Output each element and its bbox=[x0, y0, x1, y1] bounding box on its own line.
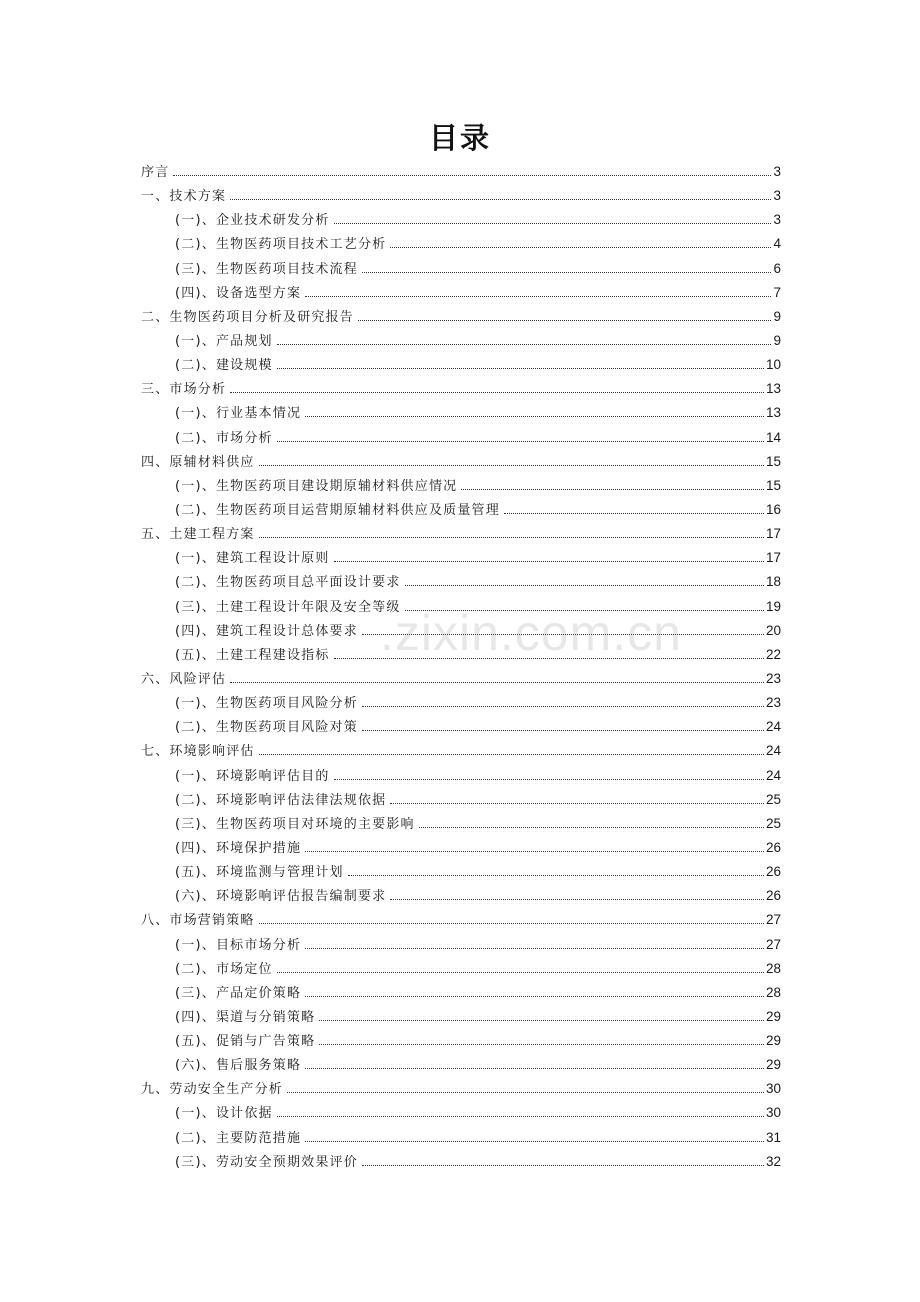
toc-entry-title: (四)、设备选型方案 bbox=[175, 285, 302, 301]
toc-entry-title: (二)、生物医药项目总平面设计要求 bbox=[175, 575, 401, 591]
dot-leader bbox=[305, 416, 764, 417]
toc-page-number: 30 bbox=[765, 1081, 781, 1097]
dot-leader bbox=[334, 561, 764, 562]
toc-entry-title: (一)、生物医药项目风险分析 bbox=[175, 696, 358, 712]
toc-entry-title: (一)、行业基本情况 bbox=[175, 406, 302, 422]
toc-section-entry[interactable] bbox=[141, 329, 781, 353]
toc-section-entry[interactable] bbox=[141, 257, 781, 281]
toc-entry-title: (二)、生物医药项目风险对策 bbox=[175, 720, 358, 736]
toc-page-number: 17 bbox=[765, 550, 781, 566]
dot-leader bbox=[277, 344, 772, 345]
toc-chapter-entry[interactable] bbox=[141, 160, 781, 184]
dot-leader bbox=[259, 465, 764, 466]
toc-section-entry[interactable] bbox=[141, 1029, 781, 1053]
dot-leader bbox=[362, 706, 764, 707]
toc-entry-title: (二)、市场定位 bbox=[175, 961, 273, 977]
toc-page-number: 9 bbox=[773, 332, 781, 348]
dot-leader bbox=[173, 175, 771, 176]
toc-section-entry[interactable] bbox=[141, 208, 781, 232]
toc-page-number: 28 bbox=[765, 960, 781, 976]
toc-section-entry[interactable] bbox=[141, 474, 781, 498]
toc-section-entry[interactable] bbox=[141, 1053, 781, 1077]
toc-entry-title: (一)、环境影响评估目的 bbox=[175, 768, 330, 784]
toc-section-entry[interactable] bbox=[141, 570, 781, 594]
toc-entry-title: (一)、建筑工程设计原则 bbox=[175, 551, 330, 567]
toc-page-number: 27 bbox=[765, 936, 781, 952]
toc-page-number: 3 bbox=[773, 164, 781, 179]
toc-entry-title: (六)、售后服务策略 bbox=[175, 1058, 302, 1074]
toc-page-number: 24 bbox=[765, 719, 781, 735]
toc-page-number: 19 bbox=[765, 598, 781, 614]
toc-page-number: 23 bbox=[765, 695, 781, 711]
toc-page-number: 29 bbox=[765, 1057, 781, 1073]
toc-chapter-entry[interactable] bbox=[141, 377, 781, 401]
table-of-contents bbox=[141, 160, 781, 1174]
toc-entry-title: (三)、生物医药项目对环境的主要影响 bbox=[175, 816, 415, 832]
toc-chapter-entry[interactable] bbox=[141, 522, 781, 546]
toc-page-number: 24 bbox=[765, 743, 781, 759]
toc-entry-title: (四)、渠道与分销策略 bbox=[175, 1009, 316, 1025]
toc-page-number: 22 bbox=[765, 646, 781, 662]
toc-page-number: 17 bbox=[765, 526, 781, 542]
toc-entry-title: (一)、设计依据 bbox=[175, 1106, 273, 1122]
dot-leader bbox=[419, 827, 764, 828]
dot-leader bbox=[358, 320, 771, 321]
dot-leader bbox=[362, 634, 764, 635]
toc-page-number: 25 bbox=[765, 791, 781, 807]
dot-leader bbox=[461, 489, 764, 490]
toc-section-entry[interactable] bbox=[141, 619, 781, 643]
dot-leader bbox=[319, 1020, 764, 1021]
toc-chapter-entry[interactable] bbox=[141, 1077, 781, 1101]
toc-entry-title: (六)、环境影响评估报告编制要求 bbox=[175, 889, 387, 905]
toc-section-entry[interactable] bbox=[141, 401, 781, 425]
toc-page-number: 30 bbox=[765, 1105, 781, 1121]
toc-section-entry[interactable] bbox=[141, 498, 781, 522]
toc-entry-title: (五)、土建工程建设指标 bbox=[175, 647, 330, 663]
toc-section-entry[interactable] bbox=[141, 1126, 781, 1150]
toc-section-entry[interactable] bbox=[141, 860, 781, 884]
toc-entry-title: (一)、生物医药项目建设期原辅材料供应情况 bbox=[175, 478, 458, 494]
dot-leader bbox=[305, 851, 764, 852]
dot-leader bbox=[305, 996, 764, 997]
toc-page-number: 25 bbox=[765, 815, 781, 831]
toc-section-entry[interactable] bbox=[141, 1005, 781, 1029]
toc-entry-title: (五)、促销与广告策略 bbox=[175, 1034, 316, 1050]
dot-leader bbox=[277, 972, 764, 973]
toc-entry-title: 五、土建工程方案 bbox=[141, 527, 255, 543]
dot-leader bbox=[305, 1141, 764, 1142]
toc-page-number: 4 bbox=[773, 236, 781, 252]
toc-page-number: 24 bbox=[765, 767, 781, 783]
dot-leader bbox=[362, 272, 772, 273]
toc-entry-title: 七、环境影响评估 bbox=[141, 744, 255, 760]
toc-section-entry[interactable] bbox=[141, 933, 781, 957]
toc-page-number: 23 bbox=[765, 670, 781, 686]
dot-leader bbox=[390, 247, 771, 248]
toc-page-number: 13 bbox=[765, 405, 781, 421]
dot-leader bbox=[334, 223, 772, 224]
toc-page-number: 3 bbox=[773, 188, 781, 204]
toc-page-number: 10 bbox=[765, 357, 781, 373]
toc-chapter-entry[interactable] bbox=[141, 667, 781, 691]
toc-entry-title: (二)、生物医药项目运营期原辅材料供应及质量管理 bbox=[175, 502, 500, 518]
dot-leader bbox=[390, 803, 764, 804]
toc-page-number: 6 bbox=[773, 260, 781, 276]
toc-chapter-entry[interactable] bbox=[141, 908, 781, 932]
toc-entry-title: 八、市场营销策略 bbox=[141, 913, 255, 929]
toc-section-entry[interactable] bbox=[141, 788, 781, 812]
toc-entry-title: (一)、产品规划 bbox=[175, 333, 273, 349]
dot-leader bbox=[305, 1068, 764, 1069]
toc-page-number: 32 bbox=[765, 1153, 781, 1169]
toc-page-number: 27 bbox=[765, 912, 781, 928]
dot-leader bbox=[277, 368, 764, 369]
toc-entry-title: (三)、劳动安全预期效果评价 bbox=[175, 1154, 358, 1170]
dot-leader bbox=[334, 779, 764, 780]
toc-entry-title: 九、劳动安全生产分析 bbox=[141, 1082, 284, 1098]
dot-leader bbox=[405, 585, 764, 586]
toc-entry-title: (三)、土建工程设计年限及安全等级 bbox=[175, 599, 401, 615]
toc-section-entry[interactable] bbox=[141, 1150, 781, 1174]
dot-leader bbox=[259, 923, 764, 924]
dot-leader bbox=[305, 296, 771, 297]
toc-entry-title: 一、技术方案 bbox=[141, 189, 227, 205]
toc-section-entry[interactable] bbox=[141, 595, 781, 619]
toc-entry-title: (三)、产品定价策略 bbox=[175, 985, 302, 1001]
page-title: 目录 bbox=[428, 121, 491, 155]
toc-section-entry[interactable] bbox=[141, 1101, 781, 1125]
toc-section-entry[interactable] bbox=[141, 232, 781, 256]
toc-page-number: 29 bbox=[765, 1033, 781, 1049]
toc-entry-title: 六、风险评估 bbox=[141, 671, 227, 687]
dot-leader bbox=[277, 441, 764, 442]
toc-entry-title: (二)、主要防范措施 bbox=[175, 1130, 302, 1146]
toc-page-number: 26 bbox=[765, 839, 781, 855]
toc-entry-title: (四)、建筑工程设计总体要求 bbox=[175, 623, 358, 639]
dot-leader bbox=[390, 899, 764, 900]
toc-section-entry[interactable] bbox=[141, 281, 781, 305]
dot-leader bbox=[334, 658, 764, 659]
toc-section-entry[interactable] bbox=[141, 812, 781, 836]
toc-page-number: 3 bbox=[773, 212, 781, 228]
dot-leader bbox=[230, 392, 764, 393]
toc-chapter-entry[interactable] bbox=[141, 739, 781, 763]
toc-page-number: 20 bbox=[765, 622, 781, 638]
dot-leader bbox=[277, 1116, 764, 1117]
toc-section-entry[interactable] bbox=[141, 764, 781, 788]
toc-entry-title: (一)、企业技术研发分析 bbox=[175, 213, 330, 229]
dot-leader bbox=[319, 1044, 764, 1045]
toc-entry-title: (三)、生物医药项目技术流程 bbox=[175, 261, 358, 277]
dot-leader bbox=[259, 754, 764, 755]
toc-entry-title: (二)、建设规模 bbox=[175, 358, 273, 374]
toc-entry-title: (四)、环境保护措施 bbox=[175, 840, 302, 856]
toc-page-number: 18 bbox=[765, 574, 781, 590]
toc-chapter-entry[interactable] bbox=[141, 184, 781, 208]
toc-page-number: 15 bbox=[765, 477, 781, 493]
toc-page-number: 15 bbox=[765, 453, 781, 469]
toc-entry-title: (五)、环境监测与管理计划 bbox=[175, 865, 344, 881]
toc-entry-title: 二、生物医药项目分析及研究报告 bbox=[141, 309, 355, 325]
dot-leader bbox=[305, 948, 764, 949]
toc-page-number: 28 bbox=[765, 984, 781, 1000]
toc-page-number: 29 bbox=[765, 1008, 781, 1024]
toc-entry-title: (二)、生物医药项目技术工艺分析 bbox=[175, 237, 387, 253]
toc-page-number: 16 bbox=[765, 501, 781, 517]
dot-leader bbox=[348, 875, 764, 876]
toc-entry-title: (一)、目标市场分析 bbox=[175, 937, 302, 953]
toc-section-entry[interactable] bbox=[141, 715, 781, 739]
toc-section-entry[interactable] bbox=[141, 643, 781, 667]
toc-page-number: 31 bbox=[765, 1129, 781, 1145]
toc-entry-title: 序言 bbox=[141, 165, 170, 180]
dot-leader bbox=[362, 1165, 764, 1166]
dot-leader bbox=[287, 1092, 764, 1093]
toc-section-entry[interactable] bbox=[141, 957, 781, 981]
dot-leader bbox=[405, 610, 764, 611]
dot-leader bbox=[362, 730, 764, 731]
toc-chapter-entry[interactable] bbox=[141, 305, 781, 329]
toc-section-entry[interactable] bbox=[141, 884, 781, 908]
toc-section-entry[interactable] bbox=[141, 426, 781, 450]
dot-leader bbox=[230, 682, 764, 683]
toc-page-number: 13 bbox=[765, 381, 781, 397]
toc-page-number: 7 bbox=[773, 284, 781, 300]
toc-section-entry[interactable] bbox=[141, 981, 781, 1005]
toc-entry-title: (二)、市场分析 bbox=[175, 430, 273, 446]
toc-entry-title: (二)、环境影响评估法律法规依据 bbox=[175, 792, 387, 808]
dot-leader bbox=[504, 513, 764, 514]
toc-page-number: 14 bbox=[765, 429, 781, 445]
dot-leader bbox=[230, 199, 771, 200]
toc-page-number: 26 bbox=[765, 864, 781, 880]
toc-section-entry[interactable] bbox=[141, 353, 781, 377]
toc-section-entry[interactable] bbox=[141, 836, 781, 860]
toc-page-number: 9 bbox=[773, 308, 781, 324]
dot-leader bbox=[259, 537, 764, 538]
toc-chapter-entry[interactable] bbox=[141, 450, 781, 474]
toc-section-entry[interactable] bbox=[141, 546, 781, 570]
toc-entry-title: 四、原辅材料供应 bbox=[141, 454, 255, 470]
toc-page-number: 26 bbox=[765, 888, 781, 904]
watermark: .zixin.com.cn bbox=[380, 605, 682, 661]
toc-entry-title: 三、市场分析 bbox=[141, 382, 227, 398]
toc-section-entry[interactable] bbox=[141, 691, 781, 715]
